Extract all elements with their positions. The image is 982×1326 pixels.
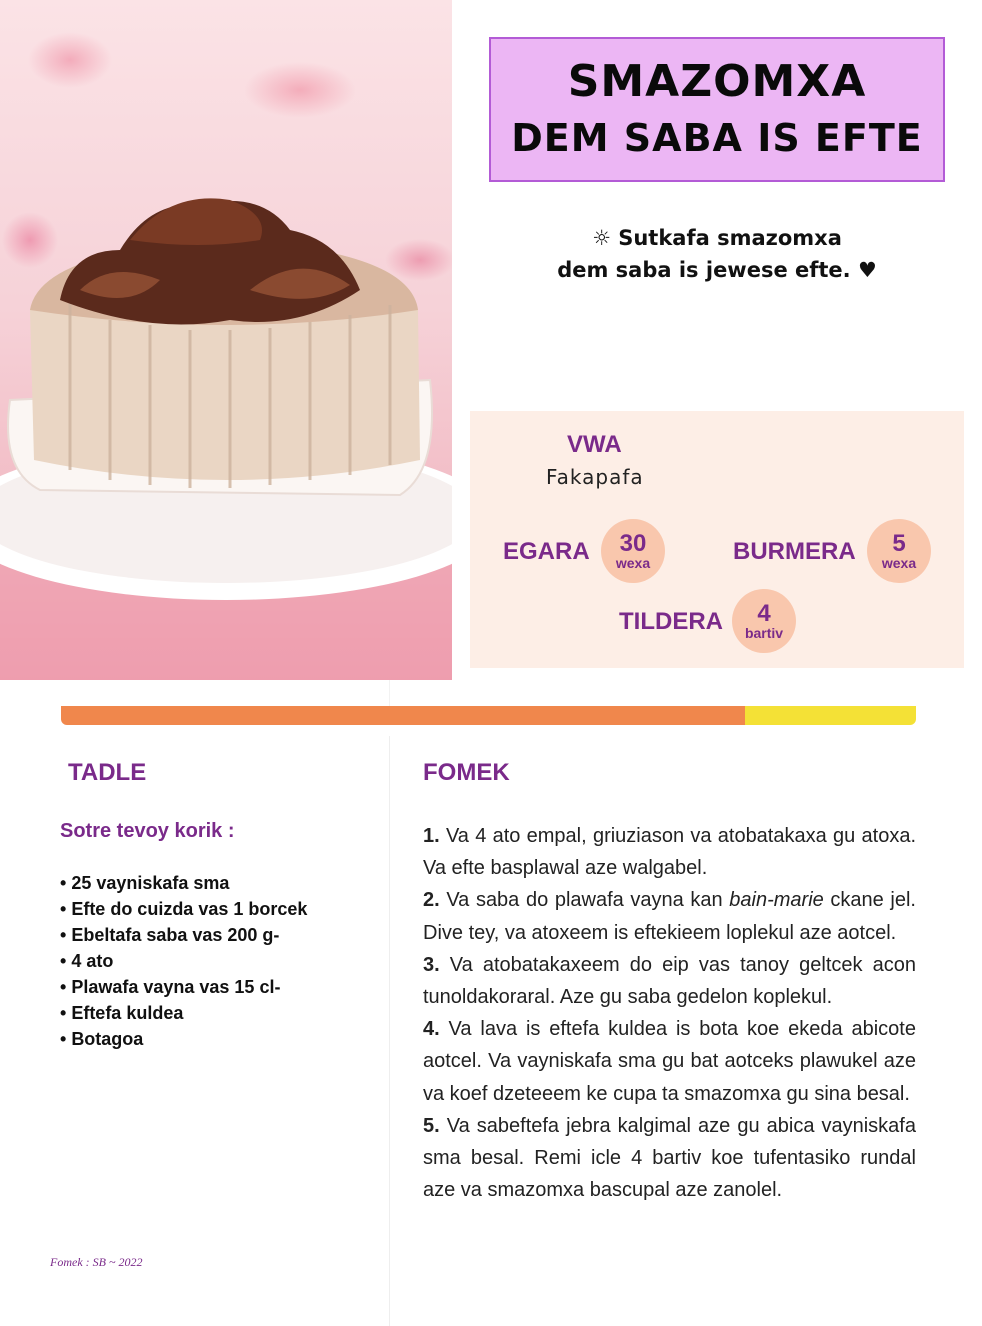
cake-illustration: [0, 0, 452, 680]
step-number: 5.: [423, 1114, 440, 1137]
ingredient-item: • Eftefa kuldea: [60, 1000, 307, 1026]
ingredient-item: • Efte do cuizda vas 1 borcek: [60, 896, 307, 922]
egara-badge: [601, 519, 665, 583]
step-text: Va sabeftefa jebra kalgimal aze gu abica vayniskafa sma besal. Remi icle 4 bartiv koe tufentasiko rundal aze va smazomxa bascupal aze zanolel.: [423, 1114, 916, 1202]
page-title: SMAZOMXA: [567, 55, 867, 107]
egara-unit: wexa: [615, 555, 651, 571]
step-text: ckane jel. Dive tey, va atoxeem is eftekieem loplekul aze aotcel.: [423, 889, 916, 944]
method-step: [423, 820, 916, 884]
ingredient-item: • Botagoa: [60, 1026, 307, 1052]
step-text: Va 4 ato empal, griuziason va atobatakaxa gu atoxa. Va efte basplawal aze walgabel.: [423, 825, 916, 880]
ingredients-title: TADLE: [68, 759, 147, 786]
method-title: FOMEK: [423, 759, 510, 786]
ingredient-item: • 25 vayniskafa sma: [60, 870, 307, 896]
egara-number: 30: [619, 530, 647, 557]
hero-photo: [0, 0, 452, 680]
method-steps: [423, 820, 916, 1206]
progress-bar-fill: [61, 706, 745, 725]
step-number: 3.: [423, 953, 440, 976]
title-box: [489, 37, 945, 182]
ingredient-item: • 4 ato: [60, 948, 307, 974]
vwa-label: VWA: [567, 431, 622, 458]
tildera-label: TILDERA: [619, 608, 723, 635]
footer-credit: Fomek : SB ~ 2022: [50, 1255, 143, 1269]
burmera-label: BURMERA: [733, 538, 856, 565]
step-text: Va atobatakaxeem do eip vas tanoy geltcek acon tunoldakoraral. Aze gu saba gedelon koplekul.: [423, 953, 916, 1009]
ingredient-item: • Plawafa vayna vas 15 cl-: [60, 974, 307, 1000]
burmera-badge: [867, 519, 931, 583]
progress-bar-rest: [745, 706, 916, 725]
burmera-number: 5: [892, 530, 906, 557]
info-panel: [470, 411, 964, 668]
egara-label: EGARA: [503, 538, 590, 565]
ingredient-item: • Ebeltafa saba vas 200 g-: [60, 922, 307, 948]
decorative-progress-bar: [61, 706, 916, 725]
intro-text: [470, 222, 964, 286]
ingredients-list: [60, 870, 307, 1052]
method-step: [423, 884, 916, 948]
tildera-badge: [732, 589, 796, 653]
tildera-unit: bartiv: [744, 625, 784, 641]
method-step: [423, 1110, 916, 1207]
step-text: Va saba do plawafa vayna kan: [439, 889, 730, 912]
step-number: 4.: [423, 1018, 440, 1041]
ingredients-subtitle: Sotre tevoy korik :: [60, 820, 235, 842]
column-divider-top: [389, 680, 390, 706]
intro-line-1: ☼ Sutkafa smazomxa: [592, 226, 842, 250]
column-divider: [389, 736, 390, 1326]
step-text: Va lava is eftefa kuldea is bota koe ekeda abicote aotcel. Va vayniskafa sma gu bat aotceks plawukel aze va koef dzeteeem ke cupa ta smazomxa gu sina besal.: [423, 1018, 916, 1105]
tildera-number: 4: [757, 600, 771, 627]
step-number: 1.: [423, 825, 440, 847]
step-text-emphasis: bain-marie: [729, 889, 824, 912]
step-number: 2.: [423, 889, 440, 912]
page-subtitle: DEM SABA IS EFTE: [511, 115, 923, 160]
method-step: [423, 1013, 916, 1110]
intro-line-2: dem saba is jewese efte. ♥: [557, 258, 877, 282]
method-step: [423, 949, 916, 1013]
burmera-unit: wexa: [881, 555, 917, 571]
vwa-value: Fakapafa: [546, 465, 644, 489]
